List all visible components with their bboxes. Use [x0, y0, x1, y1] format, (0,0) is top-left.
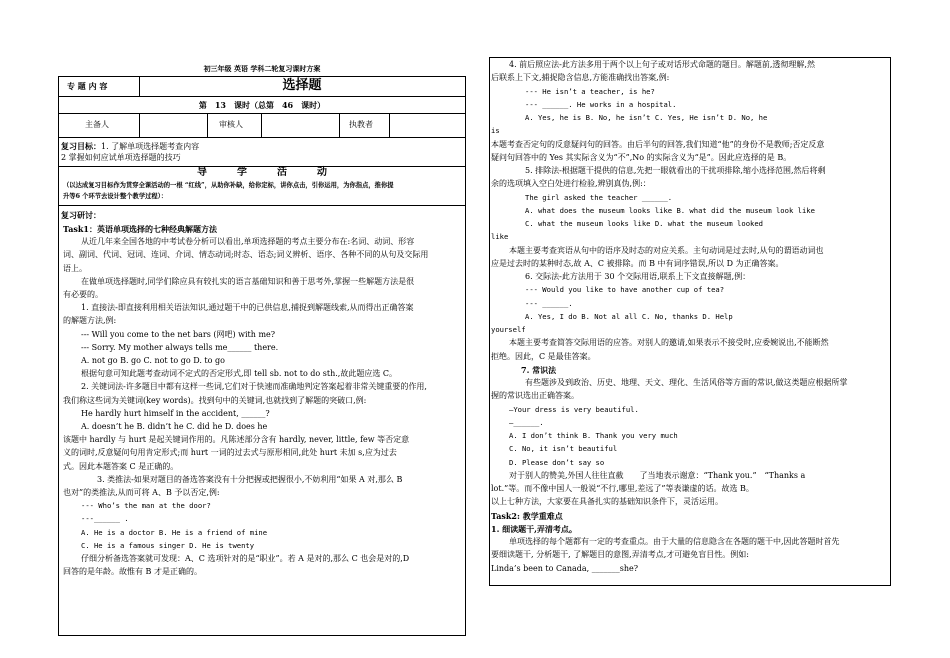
right-text-line: A. Yes, I do B. Not al all C. No, thanks D. Help [525, 311, 733, 321]
right-text-line: like [491, 232, 509, 242]
right-text-line: 7. 常识法 [521, 364, 557, 375]
right-text-line: 5. 排除法-根据题干提供的信息,先把一眼就看出的干扰项排除,缩小选择范围,然后将剩 [525, 166, 826, 175]
right-text-line: D. Please don’t say so [509, 457, 605, 467]
right-text-line: C. No, it isn’t beautiful [509, 444, 618, 454]
right-text-line: --- He isn’t a teacher, is he? [525, 86, 655, 96]
right-text-line: A. I don’t think B. Thank you very much [509, 431, 678, 440]
left-text-line: 有必要的。 [63, 290, 103, 299]
left-text-line: A. not go B. go C. not to go D. to go [81, 356, 225, 365]
goal-1: 1. 了解单项选择题考查内容 [101, 142, 200, 151]
right-text-line: 有些题涉及到政治、历史、地理、天文、理化、生活风俗等方面的常识,做这类题应根据所掌 [525, 378, 848, 387]
right-text-line: 握的常识选出正确答案。 [491, 391, 579, 401]
right-text-line: 以上七种方法，大家要在具备扎实的基础知识条件下，灵活运用。 [491, 497, 723, 507]
right-left-border [489, 57, 490, 585]
right-text-line: Task2: 教学重难点 [491, 510, 563, 521]
right-text-line: 本题主要考查简答交际用语的应答。对别人的邀请,如果表示不接受时,应委婉说出,不能断然 [509, 338, 829, 348]
left-text-line: 回答的是年龄。故惟有 B 才是正确的。 [63, 567, 202, 577]
executor-label: 执教者 [349, 120, 373, 129]
guide-title: 导 学 活 动 [197, 167, 327, 178]
guide-note-2: 升等6 个环节去设计整个教学过程）： [63, 193, 168, 200]
left-text-line: 语上。 [63, 263, 87, 273]
left-text-line: 仔细分析备选答案就可发现：A、C 选项针对的是“职业”。若 A 是对的,那么 C 也会是对的,D [81, 554, 410, 563]
right-text-line: is [491, 126, 500, 136]
left-text-line: 也对”的类推法,从而可将 A、B 予以否定,例: [63, 488, 220, 497]
left-text-line: 从近几年来全国各地的中考试卷分析可以看出,单项选择题的考点主要分布在:名词、动词、形容 [81, 237, 415, 247]
right-text-line: —______. [509, 417, 544, 427]
review-label: 复习研讨： [61, 210, 101, 220]
right-text-line: 要细读题干, 分析题干, 了解题目的意图,弄清考点,才可避免盲目性。例如: [491, 550, 749, 560]
left-text-line: C. He is a famous singer D. He is twenty [81, 540, 255, 550]
right-text-line: 4. 前后照应法-此方法多用于两个以上句子或对话形式命题的题目。解题前,透彻理解,然 [509, 60, 815, 69]
left-text-line: 式。因此本题答案 C 是正确的。 [63, 461, 179, 471]
right-text-line: 1. 细读题干,弄清考点。 [491, 523, 577, 534]
right-text-line: --- Would you like to have another cup of tea? [525, 285, 725, 295]
right-text-line: 本题考查否定句的反意疑问句的回答。由后半句的回答,我们知道“他”的身份不是教师;否定反意 [491, 139, 825, 149]
right-text-line: --- ______. He works in a hospital. [525, 99, 677, 109]
right-text-line: 疑问句回答中的 Yes 其实际含义为“不”,No 的实际含义为“是”。因此应选择的是 B。 [491, 152, 792, 162]
period-text: 第 13 课时（总第 46 课时） [198, 100, 326, 110]
goals-row [59, 138, 465, 167]
right-bottom-border [489, 585, 891, 586]
doc-header: 初三年级 英语 学科二轮复习课时方案 [203, 64, 321, 73]
left-text-line: A. doesn’t he B. didn’t he C. did he D. does he [81, 422, 268, 431]
right-text-line: 应是过去时的某种时态,故 A、C 被排除。而 B 中有词序错误,所以 D 为正确答案。 [491, 258, 784, 268]
period-row [59, 97, 465, 114]
right-text-line: —Your dress is very beautiful. [509, 404, 639, 414]
right-text-line: 本题主要考查宾语从句中的语序及时态的对应关系。主句动词是过去时,从句的谓语动词也 [509, 245, 824, 255]
right-text-line: A. what does the museum looks like B. what did the museum look like [525, 205, 815, 215]
goal-2: 2 掌握如何应试单项选择题的技巧 [61, 153, 181, 162]
left-text-line: 1. 直接法-即直接利用相关语法知识,通过题干中的已供信息,捕捉到解题线索,从而得出正确答案 [81, 303, 414, 313]
left-text-line: --- Will you come to the net bars (网吧) with me? [81, 329, 276, 339]
right-top-border [489, 57, 891, 58]
right-text-line: Linda’s been to Canada, _______she? [491, 563, 639, 573]
left-text-line: --- Who’s the man at the door? [81, 501, 211, 511]
right-text-line: 后联系上下文,捕捉隐含信息,方能准确找出答案,例: [491, 73, 670, 83]
left-text-line: 该题中 hardly 与 hurt 是起关键词作用的。凡陈述部分含有 hardly, never, little, few 等否定意 [63, 435, 410, 445]
guide-row [59, 167, 465, 206]
right-text-line: lot.”等。而不像中国人一般说“不行,哪里,差远了”等表谦虚的话。故选 B。 [491, 484, 754, 493]
left-text-line: ---______ . [81, 514, 129, 524]
left-text-line: 我们称这些词为关键词(key words)。找到句中的关键词,也就找到了解题的突破口,例: [63, 395, 367, 405]
reviewer-label: 审核人 [219, 120, 243, 129]
right-text-line: 6. 交际法-此方法用于 30 个交际用语,联系上下文直接解题,例： [525, 272, 751, 281]
staff-row [59, 114, 465, 138]
lesson-plan-table [58, 76, 466, 636]
left-text-line: A. He is a doctor B. He is a friend of mine [81, 527, 268, 537]
host-label: 主备人 [85, 120, 109, 129]
right-text-line: C. what the museum looks like D. what the museum looked [525, 219, 763, 228]
right-right-border [890, 57, 891, 585]
topic-row [59, 77, 465, 97]
right-text-line: 余的选项填入空白处进行检验,辨别真伪,例:： [491, 179, 651, 189]
left-text-line: 在做单项选择题时,同学们除应具有较扎实的语言基础知识和善于思考外,掌握一些解题方法是很 [81, 276, 415, 286]
left-text-line: 3. 类推法-如果对题目的备选答案没有十分把握或把握很小,不妨利用“如果 A 对,那么 B [97, 474, 403, 484]
right-text-line: --- ______. [525, 298, 573, 308]
right-text-line: The girl asked the teacher ______. [525, 192, 673, 202]
left-text-line: 义的词时,反意疑问句用肯定形式;而 hurt 一词的过去式与原形相同,此处 hurt 未加 s,应为过去 [63, 448, 397, 458]
right-text-line: A. Yes, he is B. No, he isn’t C. Yes, He isn’t D. No, he [525, 113, 768, 122]
review-body [59, 206, 465, 635]
left-text-line: 2. 关键词法-许多题目中都有这样一些词,它们对于快速而准确地判定答案起着非常关键重要的作用, [81, 382, 427, 392]
left-text-line: 词、副词、代词、冠词、连词、介词、情态动词;时态、语态;词义辨析、语序、各种不同的从句及交际用 [63, 250, 429, 260]
right-text-line: 拒绝。因此，C 是最佳答案。 [491, 351, 596, 361]
guide-note-1: （以达成复习目标作为贯穿全课活动的一根 “红线”，从助你补缺，给你定标，讲你点击，引你运用，为你指点，推你提 [63, 182, 394, 189]
left-text-line: Task1：英语单项选择的七种经典解题方法 [63, 224, 217, 234]
left-text-line: He hardly hurt himself in the accident, ______? [81, 408, 270, 418]
topic-value: 选择题 [282, 78, 322, 93]
topic-label: 专 题 内 容 [67, 81, 108, 91]
left-text-line: --- Sorry. My mother always tells me______ there. [81, 342, 279, 352]
right-text-line: 单项选择的每个题都有一定的考查重点。由于大量的信息隐含在各题的题干中,因此答题时首先 [509, 537, 840, 546]
left-text-line: 根据句意可知此题考查动词不定式的否定形式,即 tell sb. not to do sth.,故此题应选 C。 [81, 369, 398, 379]
left-text-line: 的解题方法,例: [63, 316, 117, 326]
right-text-line: 对于别人的赞美,外国人往往直截 了当地表示谢意：“Thank you.” “Thanks a [509, 470, 806, 480]
right-text-line: yourself [491, 325, 526, 334]
goals-label: 复习目标： [61, 141, 101, 151]
